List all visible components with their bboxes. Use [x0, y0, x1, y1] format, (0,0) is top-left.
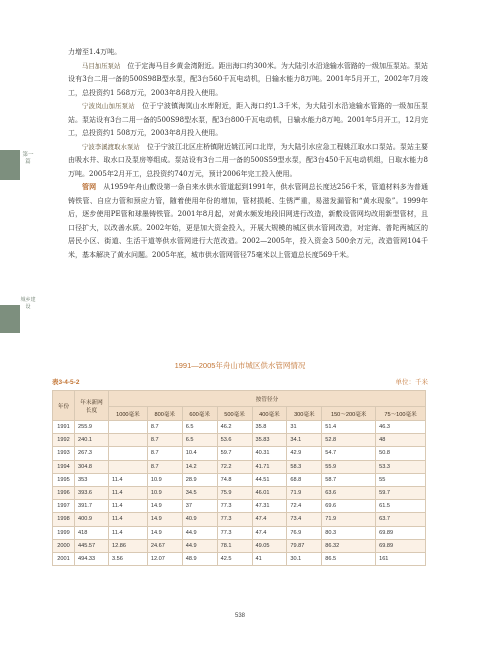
paragraph-text: 位于宁波镇海岚山水库附近，距入海口约1.3千米，为大陆引水沿途输水管路的一级加压泵站。泵站设有3台二用一备的500S98型水泵，配3台800千瓦电动机，日输水能力8万吨。2001年5月开工，12月完工，总投资约1 508万元，2003年8月投入使用。	[68, 102, 428, 137]
cell-year: 2001	[53, 552, 75, 565]
table-cell: 76.9	[287, 526, 322, 539]
table-cell: 10.4	[182, 447, 217, 460]
table-cell: 11.4	[109, 486, 148, 499]
table-cell: 47.4	[252, 513, 287, 526]
paragraph-lead: 管网	[82, 183, 97, 191]
table-cell: 400.9	[75, 513, 109, 526]
table-row	[53, 500, 426, 513]
table-row	[53, 447, 426, 460]
table-number: 表3-4-5-2	[52, 379, 80, 386]
table-cell: 267.3	[75, 447, 109, 460]
header-diameter: 800毫米	[147, 407, 182, 421]
paragraph	[68, 46, 428, 60]
table-cell: 31	[287, 421, 322, 434]
section-label: 城乡建设	[20, 297, 36, 310]
table-cell: 12.86	[109, 539, 148, 552]
table-cell: 28.9	[182, 473, 217, 486]
cell-year: 1996	[53, 486, 75, 499]
table-cell: 41	[252, 552, 287, 565]
table-cell: 68.8	[287, 473, 322, 486]
table-cell: 47.4	[252, 526, 287, 539]
page-number: 538	[234, 613, 245, 619]
table-cell: 37	[182, 500, 217, 513]
table-cell: 3.56	[109, 552, 148, 565]
table-cell: 40.31	[252, 447, 287, 460]
cell-year: 1997	[53, 500, 75, 513]
table-cell: 77.3	[217, 513, 252, 526]
table-cell: 46.2	[217, 421, 252, 434]
table-cell: 44.9	[182, 526, 217, 539]
table-cell: 42.5	[217, 552, 252, 565]
table-cell: 11.4	[109, 473, 148, 486]
paragraph	[68, 181, 428, 262]
table-row	[53, 460, 426, 473]
paragraph	[68, 100, 428, 141]
table-cell: 53.6	[217, 434, 252, 447]
header-diameter: 75～100毫米	[376, 407, 426, 421]
table-cell: 69.6	[322, 500, 376, 513]
table-cell: 6.5	[182, 421, 217, 434]
table-cell: 79.87	[287, 539, 322, 552]
table-cell: 55	[376, 473, 426, 486]
header-diameter: 500毫米	[217, 407, 252, 421]
header-group: 按管径分	[109, 391, 426, 407]
table-cell: 61.5	[376, 500, 426, 513]
header-year: 年份	[53, 391, 75, 421]
table-cell: 47.31	[252, 500, 287, 513]
table-row	[53, 552, 426, 565]
table-cell: 72.2	[217, 460, 252, 473]
table-cell: 59.7	[217, 447, 252, 460]
header-diameter: 300毫米	[287, 407, 322, 421]
table-cell: 24.67	[147, 539, 182, 552]
table-cell: 8.7	[147, 434, 182, 447]
table-cell: 14.9	[147, 526, 182, 539]
table-cell: 58.3	[287, 460, 322, 473]
table-cell: 34.5	[182, 486, 217, 499]
table-cell: 240.1	[75, 434, 109, 447]
table-cell: 71.9	[322, 513, 376, 526]
header-diameter: 150～200毫米	[322, 407, 376, 421]
table-cell: 8.7	[147, 421, 182, 434]
table-cell: 494.33	[75, 552, 109, 565]
table-cell: 69.89	[376, 526, 426, 539]
table-cell	[109, 460, 148, 473]
table-cell: 86.32	[322, 539, 376, 552]
table-cell: 391.7	[75, 500, 109, 513]
table-cell: 54.7	[322, 447, 376, 460]
header-diameter: 400毫米	[252, 407, 287, 421]
table-cell: 304.8	[75, 460, 109, 473]
body-text	[68, 46, 428, 262]
table-unit: 单位：千米	[395, 379, 428, 386]
table-cell: 73.4	[287, 513, 322, 526]
table-cell: 353	[75, 473, 109, 486]
paragraph	[68, 141, 428, 182]
table-cell: 445.57	[75, 539, 109, 552]
table-cell: 52.8	[322, 434, 376, 447]
table-cell: 63.7	[376, 513, 426, 526]
paragraph-text: 位于宁波江北区庄桥镇附近姚江河口北岸，为大陆引水应急工程姚江取水口泵站。泵站主要由吸水井、取水口及泵房等组成。泵站设有3台二用一备的500S59型水泵，配3台450千瓦电动机组，日取水能力8万吨。2005年2月开工，总投资约740万元，预计2006年完工投入使用。	[68, 142, 429, 178]
paragraph-text: 力增至1.4万吨。	[68, 48, 122, 56]
table-cell: 14.2	[182, 460, 217, 473]
table-cell: 46.3	[376, 421, 426, 434]
cell-year: 1994	[53, 460, 75, 473]
table-cell: 44.9	[182, 539, 217, 552]
table-row	[53, 486, 426, 499]
table-cell: 51.4	[322, 421, 376, 434]
cell-year: 2000	[53, 539, 75, 552]
table-cell: 53.3	[376, 460, 426, 473]
table-cell: 41.71	[252, 460, 287, 473]
table-cell: 30.1	[287, 552, 322, 565]
cell-year: 1993	[53, 447, 75, 460]
table-cell: 14.9	[147, 513, 182, 526]
table-cell: 71.9	[287, 486, 322, 499]
table-row	[53, 513, 426, 526]
table-cell: 6.5	[182, 434, 217, 447]
paragraph	[68, 60, 428, 101]
table-cell: 58.7	[322, 473, 376, 486]
cell-year: 1998	[53, 513, 75, 526]
table-cell	[109, 421, 148, 434]
cell-year: 1991	[53, 421, 75, 434]
chapter-tab	[0, 150, 20, 180]
table-cell: 10.9	[147, 473, 182, 486]
table-cell: 10.9	[147, 486, 182, 499]
table-cell: 14.9	[147, 500, 182, 513]
table-cell: 418	[75, 526, 109, 539]
table-cell: 77.3	[217, 500, 252, 513]
paragraph-lead: 宁波李溪渡取水泵站	[82, 142, 140, 151]
table-cell: 55.9	[322, 460, 376, 473]
table-cell: 59.7	[376, 486, 426, 499]
paragraph-lead: 马目加压泵站	[82, 61, 121, 70]
table-cell: 12.07	[147, 552, 182, 565]
table-cell: 77.3	[217, 526, 252, 539]
table-cell: 48.9	[182, 552, 217, 565]
table-cell: 8.7	[147, 460, 182, 473]
paragraph-text: 位于定海马目乡黄金湾附近。距出海口约300米。为大陆引水沿途输水管路的一级加压泵站。泵站设有3台二用一备的500S98B型水泵，配3台560千瓦电动机，日输水能力8万吨。2001年5月开工，2002年7月竣工，总投资约1 568万元，2003年8月投入使用。	[68, 61, 428, 97]
table-cell: 86.5	[322, 552, 376, 565]
table-cell: 34.1	[287, 434, 322, 447]
paragraph-text: 从1959年舟山敷设第一条自来水供水管道起到1991年，供水管网总长度达256千米，管道材料多为普通铸铁管、自应力管和预应力管，随着使用年份的增加，管材损耗、生锈严重，易滋发漏管和“黄水现象”。1999年后，逐步使用PE管和球墨铸铁管。2001年8月起，对黄水频发地段旧网进行改造，新敷设管网均改用新型管材，且口径扩大，以改善水质。2002年始，更是加大资金投入，开展大规模的城区供水管网改造，对定海、普陀两城区的居民小区、街道、生活干道等供水管网进行大范改造。2002—2005年，投入资金3 500余万元，改造管网104千米，基本解决了黄水问题。2005年底，城市供水管网管径75毫米以上管道总长度569千米。	[68, 183, 428, 259]
cell-year: 1995	[53, 473, 75, 486]
table-cell: 161	[376, 552, 426, 565]
table-cell: 69.89	[376, 539, 426, 552]
table-cell: 63.6	[322, 486, 376, 499]
table-cell: 11.4	[109, 500, 148, 513]
table-cell: 72.4	[287, 500, 322, 513]
chapter-label: 第一篇	[22, 152, 34, 165]
table-cell: 255.9	[75, 421, 109, 434]
table-row	[53, 526, 426, 539]
header-total: 年末新网长度	[75, 391, 109, 421]
table-cell	[109, 434, 148, 447]
table-cell: 75.9	[217, 486, 252, 499]
cell-year: 1992	[53, 434, 75, 447]
table-title: 1991—2005年舟山市城区供水管网情况	[174, 361, 306, 370]
paragraph-lead: 宁波岚山加压泵站	[82, 102, 135, 110]
table-cell: 46.01	[252, 486, 287, 499]
table-cell: 44.51	[252, 473, 287, 486]
table-cell: 35.83	[252, 434, 287, 447]
table-row	[53, 539, 426, 552]
header-diameter: 1000毫米	[109, 407, 148, 421]
header-diameter: 600毫米	[182, 407, 217, 421]
table-cell: 393.6	[75, 486, 109, 499]
cell-year: 1999	[53, 526, 75, 539]
table-cell: 42.9	[287, 447, 322, 460]
table-row	[53, 421, 426, 434]
table-cell	[109, 447, 148, 460]
table-cell: 40.9	[182, 513, 217, 526]
table-cell: 48	[376, 434, 426, 447]
table-row	[53, 473, 426, 486]
table-cell: 11.4	[109, 526, 148, 539]
table-row	[53, 434, 426, 447]
table-cell: 78.1	[217, 539, 252, 552]
table-cell: 50.8	[376, 447, 426, 460]
table-cell: 11.4	[109, 513, 148, 526]
pipe-network-table	[52, 390, 426, 566]
table-cell: 80.3	[322, 526, 376, 539]
table-cell: 35.8	[252, 421, 287, 434]
table-cell: 74.8	[217, 473, 252, 486]
table-cell: 8.7	[147, 447, 182, 460]
table-cell: 49.05	[252, 539, 287, 552]
section-tab	[0, 305, 20, 333]
